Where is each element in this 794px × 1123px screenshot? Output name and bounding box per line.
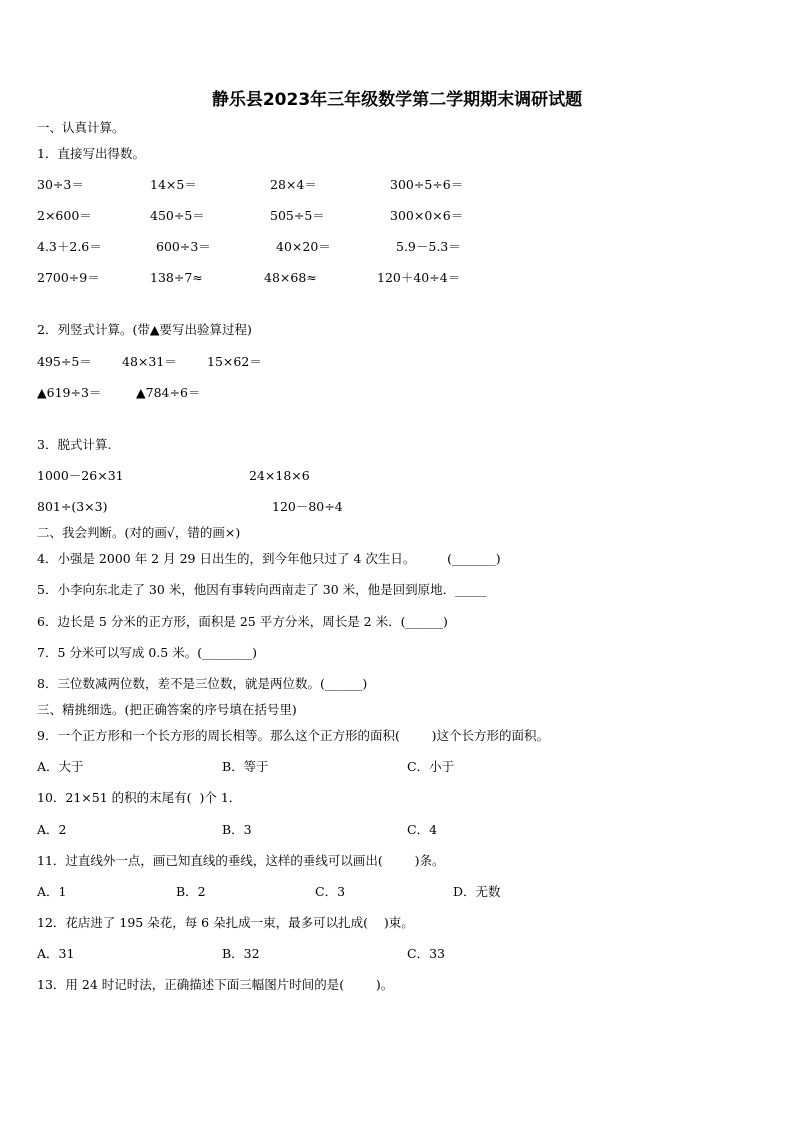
option-b: B．3 [222,822,252,837]
option-b: B．2 [176,884,206,899]
option-c: C．小于 [407,759,455,774]
step-calc-item: 801÷(3×3) [37,499,108,514]
option-b: B．等于 [222,759,269,774]
vertical-calc-item: 495÷5＝ [37,354,92,369]
choice-question-11: 11．过直线外一点，画已知直线的垂线，这样的垂线可以画出( )条。 [37,853,445,868]
oral-calc-item: 4.3＋2.6＝ [37,239,102,254]
judge-question-5: 5．小李向东北走了 30 米，他因有事转向西南走了 30 米，他是回到原地．_____ [37,582,487,597]
oral-calc-item: 600÷3＝ [156,239,211,254]
oral-calc-item: 505÷5＝ [270,208,325,223]
option-d: D．无数 [453,884,501,899]
oral-calc-item: 14×5＝ [150,177,197,192]
oral-calc-item: 30÷3＝ [37,177,84,192]
option-c: C．3 [315,884,346,899]
judge-question-4: 4．小强是 2000 年 2 月 29 日出生的，到今年他只过了 4 次生日。 (_______) [37,551,501,566]
option-a: A．31 [37,946,75,961]
judge-question-8: 8．三位数减两位数，差不是三位数，就是两位数。(______) [37,676,368,691]
exam-title: 静乐县2023年三年级数学第二学期期末调研试题 [211,90,583,110]
option-c: C．4 [407,822,438,837]
oral-calc-item: 5.9－5.3＝ [396,239,461,254]
option-a: A．大于 [37,759,84,774]
oral-calc-item: 2×600＝ [37,208,92,223]
option-b: B．32 [222,946,260,961]
choice-question-10: 10．21×51 的积的末尾有( )个 1． [37,790,242,805]
option-a: A．2 [37,822,67,837]
vertical-calc-item: ▲784÷6＝ [136,385,201,400]
judge-question-7: 7．5 分米可以写成 0.5 米。(________) [37,645,257,660]
oral-calc-item: 28×4＝ [270,177,317,192]
oral-calc-item: 2700÷9＝ [37,270,100,285]
oral-calc-item: 300÷5÷6＝ [390,177,464,192]
option-a: A．1 [37,884,67,899]
section-3-heading: 三、精挑细选。(把正确答案的序号填在括号里) [37,702,297,717]
step-calc-item: 120－80÷4 [272,499,343,514]
choice-question-9: 9．一个正方形和一个长方形的周长相等。那么这个正方形的面积( )这个长方形的面积。 [37,728,549,743]
step-calc-item: 1000－26×31 [37,468,124,483]
vertical-calc-item: 48×31＝ [122,354,177,369]
oral-calc-item: 300×0×6＝ [390,208,464,223]
choice-question-13: 13．用 24 时记时法，正确描述下面三幅图片时间的是( )。 [37,977,394,992]
oral-calc-item: 450÷5＝ [150,208,205,223]
vertical-calc-item: ▲619÷3＝ [37,385,102,400]
step-calc-item: 24×18×6 [249,468,310,483]
choice-question-12: 12．花店进了 195 朵花，每 6 朵扎成一束，最多可以扎成( )束。 [37,915,414,930]
section-2-heading: 二、我会判断。(对的画√，错的画×) [37,525,241,540]
vertical-calc-item: 15×62＝ [207,354,262,369]
judge-question-6: 6．边长是 5 分米的正方形，面积是 25 平方分米，周长是 2 米．(______) [37,614,448,629]
oral-calc-item: 48×68≈ [264,270,317,285]
oral-calc-item: 40×20＝ [276,239,331,254]
oral-calc-item: 138÷7≈ [150,270,203,285]
question-1-label: 1．直接写出得数。 [37,146,145,161]
question-2-label: 2．列竖式计算。(带▲要写出验算过程) [37,322,252,337]
option-c: C．33 [407,946,445,961]
oral-calc-item: 120＋40÷4＝ [377,270,461,285]
section-1-heading: 一、认真计算。 [37,120,125,135]
question-3-label: 3．脱式计算. [37,437,112,452]
